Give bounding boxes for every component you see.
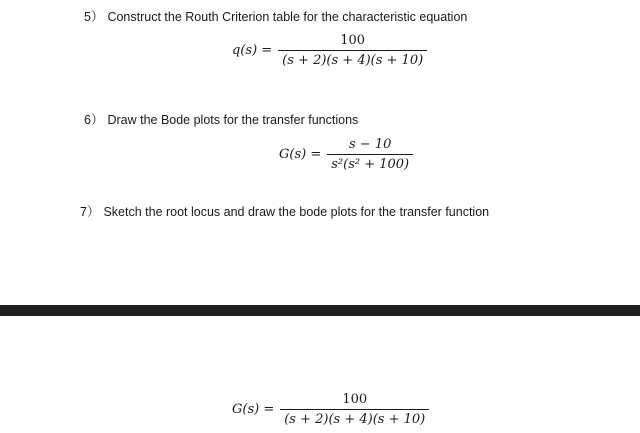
fraction-denominator: (s + 2)(s + 4)(s + 10) (278, 50, 427, 68)
question-7-number: 7） (80, 205, 100, 219)
equation-lhs: G(s) = (232, 402, 275, 417)
question-6-text: Draw the Bode plots for the transfer functions (107, 113, 359, 127)
fraction (278, 33, 427, 68)
equation-g-of-s-bode (279, 137, 413, 172)
fraction-numerator: 100 (342, 392, 368, 407)
question-6 (84, 110, 358, 128)
question-5-number: 5） (84, 10, 104, 24)
fraction-numerator: s − 10 (348, 137, 392, 152)
page-divider (0, 305, 640, 316)
equation-g-of-s-root-locus (232, 392, 429, 427)
question-5-text: Construct the Routh Criterion table for the characteristic equation (107, 10, 468, 24)
fraction-denominator: s²(s² + 100) (327, 154, 413, 172)
question-7 (80, 202, 489, 220)
question-5 (84, 7, 467, 25)
equation-lhs: G(s) = (279, 147, 322, 162)
equation-lhs: q(s) = (232, 43, 273, 58)
fraction-numerator: 100 (340, 33, 366, 48)
equation-q-of-s (232, 33, 427, 68)
fraction (280, 392, 429, 427)
question-6-number: 6） (84, 113, 104, 127)
question-7-text: Sketch the root locus and draw the bode plots for the transfer function (103, 205, 490, 219)
fraction (327, 137, 413, 172)
fraction-denominator: (s + 2)(s + 4)(s + 10) (280, 409, 429, 427)
